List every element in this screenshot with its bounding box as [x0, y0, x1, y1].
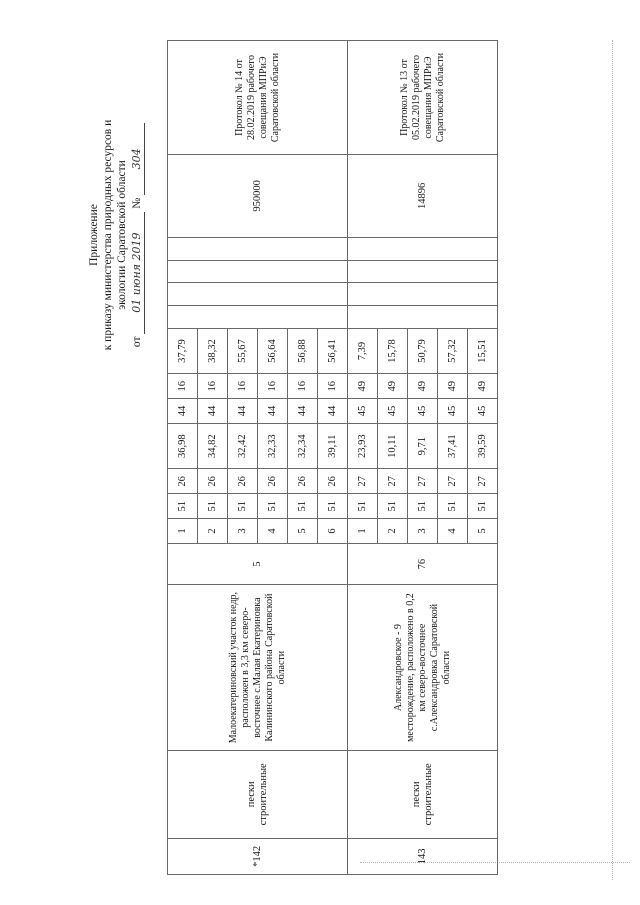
table-row — [168, 41, 198, 875]
empty-cell — [168, 237, 348, 260]
lat-deg: 51 — [378, 494, 408, 519]
lat-min: 26 — [228, 469, 258, 494]
lon-sec: 38,32 — [198, 328, 228, 374]
lat-deg: 51 — [228, 494, 258, 519]
lon-deg: 45 — [378, 399, 408, 424]
lat-min: 27 — [378, 469, 408, 494]
area-value: 5 — [168, 543, 348, 584]
lat-sec: 10,11 — [378, 423, 408, 469]
lon-sec: 7,39 — [348, 328, 378, 374]
lon-deg: 45 — [438, 399, 468, 424]
scan-edge-line — [612, 40, 613, 880]
lat-sec: 32,33 — [258, 423, 288, 469]
lon-min: 49 — [408, 374, 438, 399]
number-prefix: № — [131, 197, 143, 209]
lat-deg: 51 — [438, 494, 468, 519]
lat-deg: 51 — [468, 494, 498, 519]
point-number: 5 — [288, 519, 318, 544]
empty-cell — [168, 283, 348, 306]
lon-sec: 15,51 — [468, 328, 498, 374]
lat-sec: 34,82 — [198, 423, 228, 469]
lat-deg: 51 — [168, 494, 198, 519]
row-number: *142 — [168, 838, 348, 874]
basis-document: Протокол № 13 от 05.02.2019 рабочего совещания МПРиЭ Саратовской области — [348, 41, 498, 155]
order-date-line — [130, 70, 145, 400]
date-prefix: от — [131, 336, 143, 348]
empty-cell — [168, 306, 348, 329]
lat-sec: 9,71 — [408, 423, 438, 469]
lon-min: 16 — [258, 374, 288, 399]
lon-deg: 44 — [258, 399, 288, 424]
lat-sec: 32,34 — [288, 423, 318, 469]
lon-min: 16 — [288, 374, 318, 399]
lat-min: 26 — [318, 469, 348, 494]
point-number: 1 — [168, 519, 198, 544]
deposits-table — [167, 40, 498, 875]
lat-min: 26 — [288, 469, 318, 494]
lat-min: 27 — [468, 469, 498, 494]
lon-deg: 45 — [408, 399, 438, 424]
lat-deg: 51 — [318, 494, 348, 519]
lat-min: 27 — [348, 469, 378, 494]
ministry-line: экологии Саратовской области — [116, 160, 128, 310]
lat-deg: 51 — [288, 494, 318, 519]
lon-min: 16 — [228, 374, 258, 399]
lat-min: 27 — [438, 469, 468, 494]
row-number: 143 — [348, 838, 498, 874]
lat-sec: 36,98 — [168, 423, 198, 469]
lon-deg: 44 — [168, 399, 198, 424]
order-number: 304 — [130, 123, 145, 195]
order-line: к приказу министерства природных ресурсов и — [102, 119, 114, 351]
lon-sec: 50,79 — [408, 328, 438, 374]
lat-deg: 51 — [408, 494, 438, 519]
point-number: 2 — [198, 519, 228, 544]
lat-deg: 51 — [198, 494, 228, 519]
point-number: 5 — [468, 519, 498, 544]
lon-sec: 56,88 — [288, 328, 318, 374]
empty-cell — [348, 306, 498, 329]
empty-cell — [348, 260, 498, 283]
lat-deg: 51 — [348, 494, 378, 519]
appendix-header — [75, 30, 147, 875]
lat-min: 27 — [408, 469, 438, 494]
basis-document: Протокол № 14 от 28.02.2019 рабочего совещания МПРиЭ Саратовской области — [168, 41, 348, 155]
point-number: 3 — [408, 519, 438, 544]
lon-min: 16 — [318, 374, 348, 399]
lon-deg: 45 — [348, 399, 378, 424]
lat-sec: 32,42 — [228, 423, 258, 469]
lon-deg: 44 — [198, 399, 228, 424]
lon-deg: 45 — [468, 399, 498, 424]
lon-min: 49 — [348, 374, 378, 399]
lon-sec: 56,64 — [258, 328, 288, 374]
point-number: 3 — [228, 519, 258, 544]
point-number: 2 — [378, 519, 408, 544]
point-number: 1 — [348, 519, 378, 544]
lon-deg: 44 — [228, 399, 258, 424]
lat-sec: 23,93 — [348, 423, 378, 469]
empty-cell — [168, 260, 348, 283]
point-number: 4 — [438, 519, 468, 544]
resource-type: пески строительные — [348, 750, 498, 838]
empty-cell — [348, 283, 498, 306]
table-row — [348, 41, 378, 875]
lat-deg: 51 — [258, 494, 288, 519]
lon-sec: 37,79 — [168, 328, 198, 374]
reserves-value: 950000 — [168, 155, 348, 238]
area-value: 76 — [348, 543, 498, 584]
lon-min: 16 — [168, 374, 198, 399]
lon-min: 16 — [198, 374, 228, 399]
lat-sec: 39,11 — [318, 423, 348, 469]
lat-min: 26 — [168, 469, 198, 494]
deposit-name: Александровское - 9 месторождение, расположено в 0,2 км северо-восточнее с.Александровка Саратовской области — [348, 585, 498, 751]
lon-min: 49 — [468, 374, 498, 399]
lat-sec: 37,41 — [438, 423, 468, 469]
lon-min: 49 — [378, 374, 408, 399]
lon-min: 49 — [438, 374, 468, 399]
lon-sec: 55,67 — [228, 328, 258, 374]
lat-min: 26 — [198, 469, 228, 494]
point-number: 6 — [318, 519, 348, 544]
lon-sec: 15,78 — [378, 328, 408, 374]
lon-deg: 44 — [288, 399, 318, 424]
point-number: 4 — [258, 519, 288, 544]
rotated-sheet — [75, 30, 545, 875]
lon-sec: 56,41 — [318, 328, 348, 374]
lat-sec: 39,59 — [468, 423, 498, 469]
lat-min: 26 — [258, 469, 288, 494]
reserves-value: 14896 — [348, 155, 498, 238]
resource-type: пески строительные — [168, 750, 348, 838]
order-date: 01 июня 2019 — [130, 212, 145, 334]
empty-cell — [348, 237, 498, 260]
deposit-name: Малоекатериновский участок недр, расположен в 3,3 км северо-восточнее с.Малая Екатериновка Калининского района Саратовской области — [168, 585, 348, 751]
lon-sec: 57,32 — [438, 328, 468, 374]
appendix-title: Приложение — [88, 204, 100, 266]
lon-deg: 44 — [318, 399, 348, 424]
